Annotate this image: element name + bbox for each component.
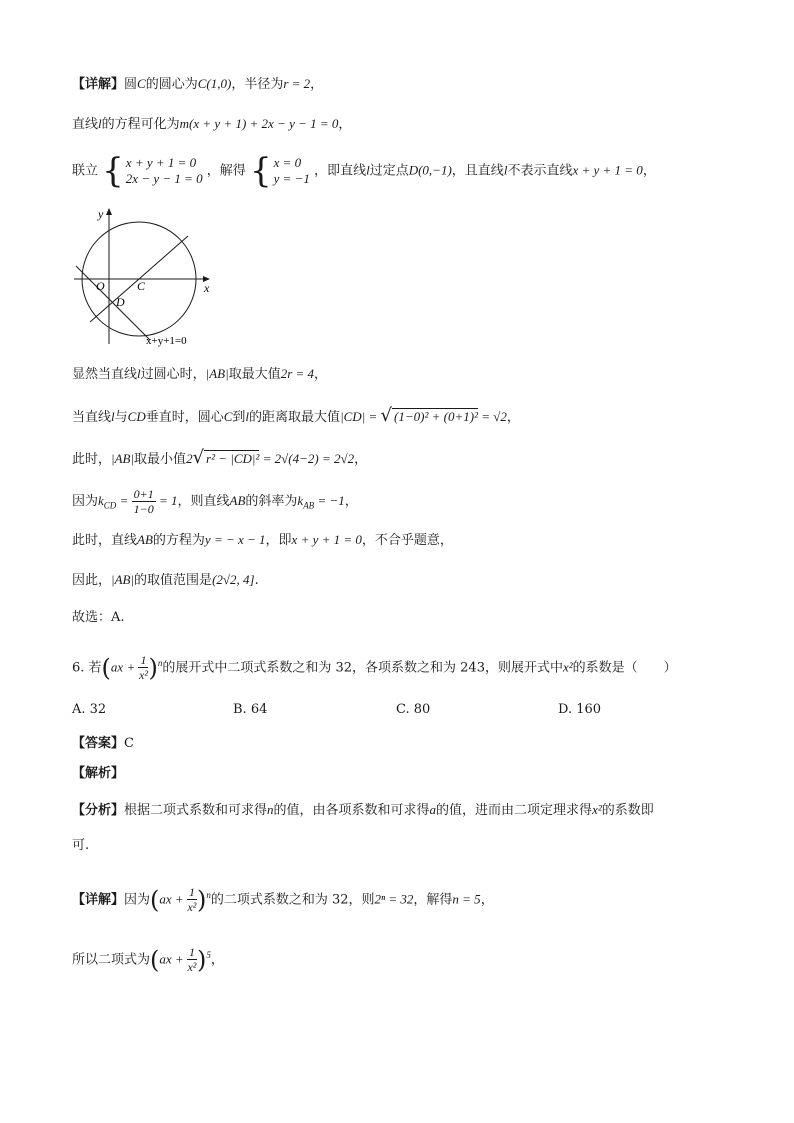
math: l bbox=[245, 409, 250, 424]
denominator: x² bbox=[187, 900, 197, 915]
question-6: 6. 若(ax + $\frac{1}{\text{x²}}$ )$^n$的展开式中二项式系数之和为 32，各项系数之和为 243，则展开式中x²的系数是（ ） bbox=[72, 653, 677, 683]
math: x + y + 1 = 0 bbox=[572, 162, 643, 178]
math: C(1,0) bbox=[197, 76, 232, 91]
text: 因此， bbox=[72, 573, 112, 588]
denominator: 1−0 bbox=[133, 502, 154, 516]
math: ax + bbox=[159, 891, 187, 907]
text: 显然当直线 bbox=[72, 367, 138, 382]
math: r² − |CD|² bbox=[206, 451, 260, 466]
text: ，解得 bbox=[206, 163, 246, 179]
math: = −1 bbox=[314, 493, 345, 508]
text: ， bbox=[642, 163, 656, 179]
math: = √2 bbox=[477, 409, 507, 424]
text: 的距离取最大值 bbox=[249, 410, 341, 425]
math: = bbox=[116, 493, 132, 508]
text: ， bbox=[310, 77, 324, 92]
text: 过圆心时， bbox=[140, 367, 206, 382]
math: CD bbox=[127, 409, 146, 424]
math: ax + bbox=[159, 951, 187, 967]
y-arrow bbox=[106, 208, 112, 215]
text: 的方程可化为 bbox=[101, 117, 180, 132]
answer-tag: 【答案】 bbox=[72, 736, 125, 751]
line-1 bbox=[72, 74, 323, 95]
math: |AB| bbox=[111, 572, 135, 587]
text: ，不合乎题意， bbox=[361, 533, 453, 548]
analysis-tag: 【解析】 bbox=[72, 766, 125, 781]
y-label: y bbox=[98, 207, 104, 221]
text: ， bbox=[210, 952, 224, 968]
math: 2ⁿ = 32 bbox=[374, 891, 414, 907]
line-4 bbox=[72, 364, 327, 385]
math: |CD| = bbox=[340, 409, 381, 424]
choice-d: D. 160 bbox=[558, 702, 602, 717]
math: x² bbox=[562, 659, 573, 675]
fraction bbox=[138, 653, 148, 682]
text: 当直线 bbox=[72, 410, 112, 425]
exponent: n bbox=[157, 658, 163, 668]
equation: x = 0 bbox=[273, 155, 302, 170]
d-label: D bbox=[116, 295, 125, 309]
line-2 bbox=[72, 114, 351, 135]
text: 的方程为 bbox=[152, 533, 205, 548]
text: ， bbox=[338, 117, 352, 132]
analysis-header bbox=[72, 764, 124, 784]
text: ， bbox=[344, 494, 358, 509]
text: 根据二项式系数和可求得 bbox=[124, 803, 268, 818]
math: |AB| bbox=[111, 451, 135, 466]
line-label: x+y+1=0 bbox=[146, 335, 187, 347]
text: ，半径为 bbox=[231, 77, 284, 92]
math: AB bbox=[137, 532, 153, 547]
detail-tag: 【详解】 bbox=[72, 77, 125, 92]
numerator: 0+1 bbox=[133, 487, 154, 501]
math: x² bbox=[592, 802, 602, 817]
text: ， bbox=[354, 452, 368, 467]
choice-a: A. 32 bbox=[72, 702, 107, 717]
text: 所以二项式为 bbox=[72, 952, 151, 968]
text: 可. bbox=[72, 838, 90, 853]
fraction bbox=[187, 885, 197, 914]
text: 此时， bbox=[72, 452, 112, 467]
math: ax + bbox=[110, 659, 139, 675]
math: k bbox=[98, 493, 104, 508]
text: 的系数是（ ） bbox=[572, 660, 677, 676]
math: m(x + y + 1) + 2x − y − 1 = 0 bbox=[179, 116, 339, 131]
math: C bbox=[223, 409, 233, 424]
denominator: x² bbox=[139, 668, 148, 683]
text: 的展开式中二项式系数之和为 32，各项系数之和为 243，则展开式中 bbox=[162, 660, 563, 676]
text: ， bbox=[314, 367, 328, 382]
text: ，即直线 bbox=[314, 163, 367, 179]
text: 的取值范围是 bbox=[134, 573, 213, 588]
math: y = − x − 1 bbox=[204, 532, 266, 547]
text: 取最大值 bbox=[228, 367, 281, 382]
text: 联立 bbox=[72, 163, 99, 179]
math: (1−0)² + (0+1)² bbox=[394, 409, 478, 424]
text: 不表示直线 bbox=[507, 163, 573, 179]
line-8 bbox=[72, 530, 453, 551]
choice-b: B. 64 bbox=[233, 702, 268, 717]
question-number: 6. 若 bbox=[72, 660, 102, 676]
text: 因为 bbox=[72, 494, 99, 509]
answer-line bbox=[72, 734, 134, 754]
solution-system: { x = 0 y = −1 bbox=[249, 151, 310, 191]
math: l bbox=[137, 366, 141, 381]
x-label: x bbox=[204, 281, 210, 295]
text: 的斜率为 bbox=[245, 494, 298, 509]
math: k bbox=[297, 493, 304, 508]
exponent: n bbox=[206, 890, 211, 900]
line-7 bbox=[72, 486, 358, 521]
text: ，即 bbox=[265, 533, 292, 548]
analysis-line-1 bbox=[72, 800, 654, 821]
line-10 bbox=[72, 608, 125, 628]
numerator: 1 bbox=[188, 885, 195, 900]
text: 到 bbox=[232, 410, 246, 425]
text: 因为 bbox=[124, 892, 151, 908]
text: ，解得 bbox=[413, 892, 453, 908]
text: 的值，由各项系数和可求得 bbox=[273, 803, 430, 818]
text: 与 bbox=[114, 410, 128, 425]
detail-tag: 【详解】 bbox=[72, 892, 125, 908]
math: r = 2 bbox=[283, 76, 311, 91]
text: 的系数即 bbox=[601, 803, 654, 818]
analysis-sub-tag: 【分析】 bbox=[72, 803, 125, 818]
text: 圆 bbox=[124, 77, 138, 92]
math: = 1 bbox=[155, 493, 178, 508]
denominator: x² bbox=[187, 960, 197, 975]
math: l bbox=[366, 162, 370, 178]
text: 此时，直线 bbox=[72, 533, 138, 548]
math: x + y + 1 = 0 bbox=[291, 532, 362, 547]
numerator: 1 bbox=[140, 653, 147, 668]
line-3 bbox=[72, 151, 656, 191]
exponent: 5 bbox=[206, 950, 211, 960]
math: a bbox=[429, 802, 437, 817]
text: 的二项式系数之和为 32，则 bbox=[210, 892, 375, 908]
c-label: C bbox=[137, 279, 146, 293]
o-label: O bbox=[96, 279, 105, 293]
fraction bbox=[132, 487, 156, 516]
text: 取最小值 bbox=[134, 452, 187, 467]
text: 的值，进而由二项定理求得 bbox=[436, 803, 593, 818]
math: 2r = 4 bbox=[280, 366, 315, 381]
text: ， bbox=[506, 410, 520, 425]
line-6: 此时，|AB|取最小值2√ r² − |CD|² = 2√(4−2) = 2√2， bbox=[72, 447, 368, 468]
math: D(0,−1) bbox=[408, 162, 452, 178]
math: AB bbox=[229, 493, 246, 508]
text: 垂直时，圆心 bbox=[145, 410, 224, 425]
math: l bbox=[503, 162, 508, 178]
subscript: AB bbox=[303, 500, 315, 511]
numerator: 1 bbox=[188, 945, 195, 960]
text: ，则直线 bbox=[177, 494, 230, 509]
math: l bbox=[98, 116, 102, 131]
text: 过定点 bbox=[369, 163, 409, 179]
subscript: CD bbox=[103, 500, 117, 511]
line-5: 当直线l与CD垂直时，圆心C到l的距离取最大值|CD| = √ (1−0)² + (0+1)² = √2， bbox=[72, 405, 520, 426]
text: ，且直线 bbox=[451, 163, 504, 179]
detail-line-1: 【详解】因为(ax + $\frac{1}{\text{x²}}$ )$^n$的二项式系数之和为 32，则2ⁿ = 32，解得n = 5， bbox=[72, 885, 494, 915]
line-9 bbox=[72, 570, 259, 591]
equation: y = −1 bbox=[273, 171, 310, 186]
math: l bbox=[111, 409, 115, 424]
fraction bbox=[187, 945, 197, 974]
math: C bbox=[137, 76, 146, 91]
text: 直线 bbox=[72, 117, 99, 132]
choice-c: C. 80 bbox=[396, 702, 431, 717]
math: (2√2, 4] bbox=[212, 572, 255, 587]
text: . bbox=[254, 573, 259, 588]
text: 的圆心为 bbox=[145, 77, 198, 92]
equation: 2x − y − 1 = 0 bbox=[125, 171, 203, 186]
math: 2 bbox=[186, 451, 193, 466]
math: n bbox=[267, 802, 274, 817]
analysis-line-2 bbox=[72, 836, 89, 856]
answer-value: C bbox=[124, 736, 134, 751]
text: ， bbox=[480, 892, 494, 908]
equation-system: { x + y + 1 = 0 2x − y − 1 = 0 bbox=[102, 151, 203, 191]
math: |AB| bbox=[205, 366, 229, 381]
text: 故选：A. bbox=[72, 610, 125, 625]
math: n = 5 bbox=[452, 891, 481, 907]
math: = 2√(4−2) = 2√2 bbox=[259, 451, 355, 466]
circle-figure bbox=[70, 204, 220, 350]
equation: x + y + 1 = 0 bbox=[125, 155, 197, 170]
detail-line-2: 所以二项式为(ax + $\frac{1}{\text{x²}}$ )$^5$， bbox=[72, 945, 224, 975]
